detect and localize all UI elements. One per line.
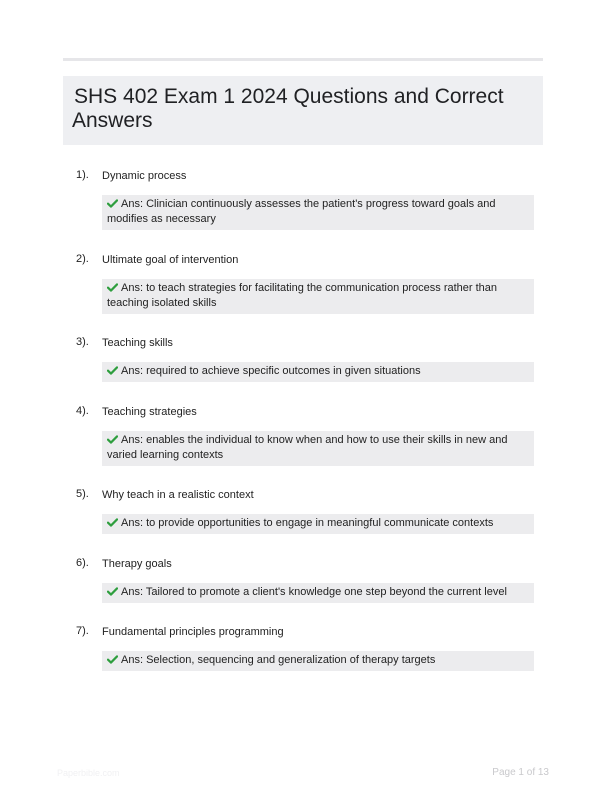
checkmark-icon xyxy=(107,435,118,444)
answer-box xyxy=(102,195,534,230)
answer-prefix: Ans: xyxy=(121,517,144,529)
question-number: 4). xyxy=(76,405,89,417)
question-item xyxy=(63,556,543,624)
question-text: Fundamental principles programming xyxy=(102,626,284,638)
question-number: 7). xyxy=(76,625,89,637)
checkmark-icon xyxy=(107,655,118,664)
answer-text: required to achieve specific outcomes in given situations xyxy=(146,365,421,377)
answer-text: to provide opportunities to engage in meaningful communicate contexts xyxy=(146,517,494,529)
watermark: Paperbible.com xyxy=(57,768,120,778)
question-item xyxy=(63,252,543,335)
checkmark-icon xyxy=(107,518,118,527)
answer-box xyxy=(102,279,534,314)
answer-prefix: Ans: xyxy=(121,654,144,666)
question-list xyxy=(63,168,543,684)
answer-box xyxy=(102,583,534,603)
answer-text: Tailored to promote a client's knowledge one step beyond the current level xyxy=(145,586,507,598)
top-divider xyxy=(63,58,543,61)
question-text: Why teach in a realistic context xyxy=(102,489,254,501)
checkmark-icon xyxy=(107,283,118,292)
answer-text: Selection, sequencing and generalization of therapy targets xyxy=(146,654,436,666)
answer-box xyxy=(102,651,534,671)
answer-prefix: Ans: xyxy=(121,434,144,446)
question-item xyxy=(63,168,543,252)
question-text: Dynamic process xyxy=(102,170,187,182)
checkmark-icon xyxy=(107,199,118,208)
question-text: Teaching strategies xyxy=(102,406,197,418)
answer-prefix: Ans: xyxy=(121,586,144,598)
answer-prefix: Ans: xyxy=(121,282,144,294)
answer-prefix: Ans: xyxy=(121,365,144,377)
answer-text: to teach strategies for facilitating the communication process rather than teaching isolated skills xyxy=(107,282,498,309)
question-item xyxy=(63,404,543,487)
answer-box xyxy=(102,514,534,534)
answer-box xyxy=(102,362,534,382)
answer-text: Clinician continuously assesses the patient's progress toward goals and modifies as necessary xyxy=(107,198,496,225)
answer-prefix: Ans: xyxy=(121,198,144,210)
page-indicator: Page 1 of 13 xyxy=(492,767,549,778)
checkmark-icon xyxy=(107,587,118,596)
question-number: 5). xyxy=(76,488,89,500)
question-item xyxy=(63,335,543,404)
answer-box xyxy=(102,431,534,466)
question-number: 2). xyxy=(76,253,89,265)
question-text: Therapy goals xyxy=(102,558,172,570)
answer-text: enables the individual to know when and how to use their skills in new and varied learning contexts xyxy=(107,434,508,461)
document-title: SHS 402 Exam 1 2024 Questions and Correct Answers xyxy=(72,85,504,132)
question-text: Ultimate goal of intervention xyxy=(102,254,239,266)
title-banner xyxy=(63,76,543,145)
question-number: 1). xyxy=(76,169,89,181)
checkmark-icon xyxy=(107,366,118,375)
question-number: 6). xyxy=(76,557,89,569)
question-text: Teaching skills xyxy=(102,337,173,349)
question-number: 3). xyxy=(76,336,89,348)
question-item xyxy=(63,487,543,556)
question-item xyxy=(63,624,543,684)
